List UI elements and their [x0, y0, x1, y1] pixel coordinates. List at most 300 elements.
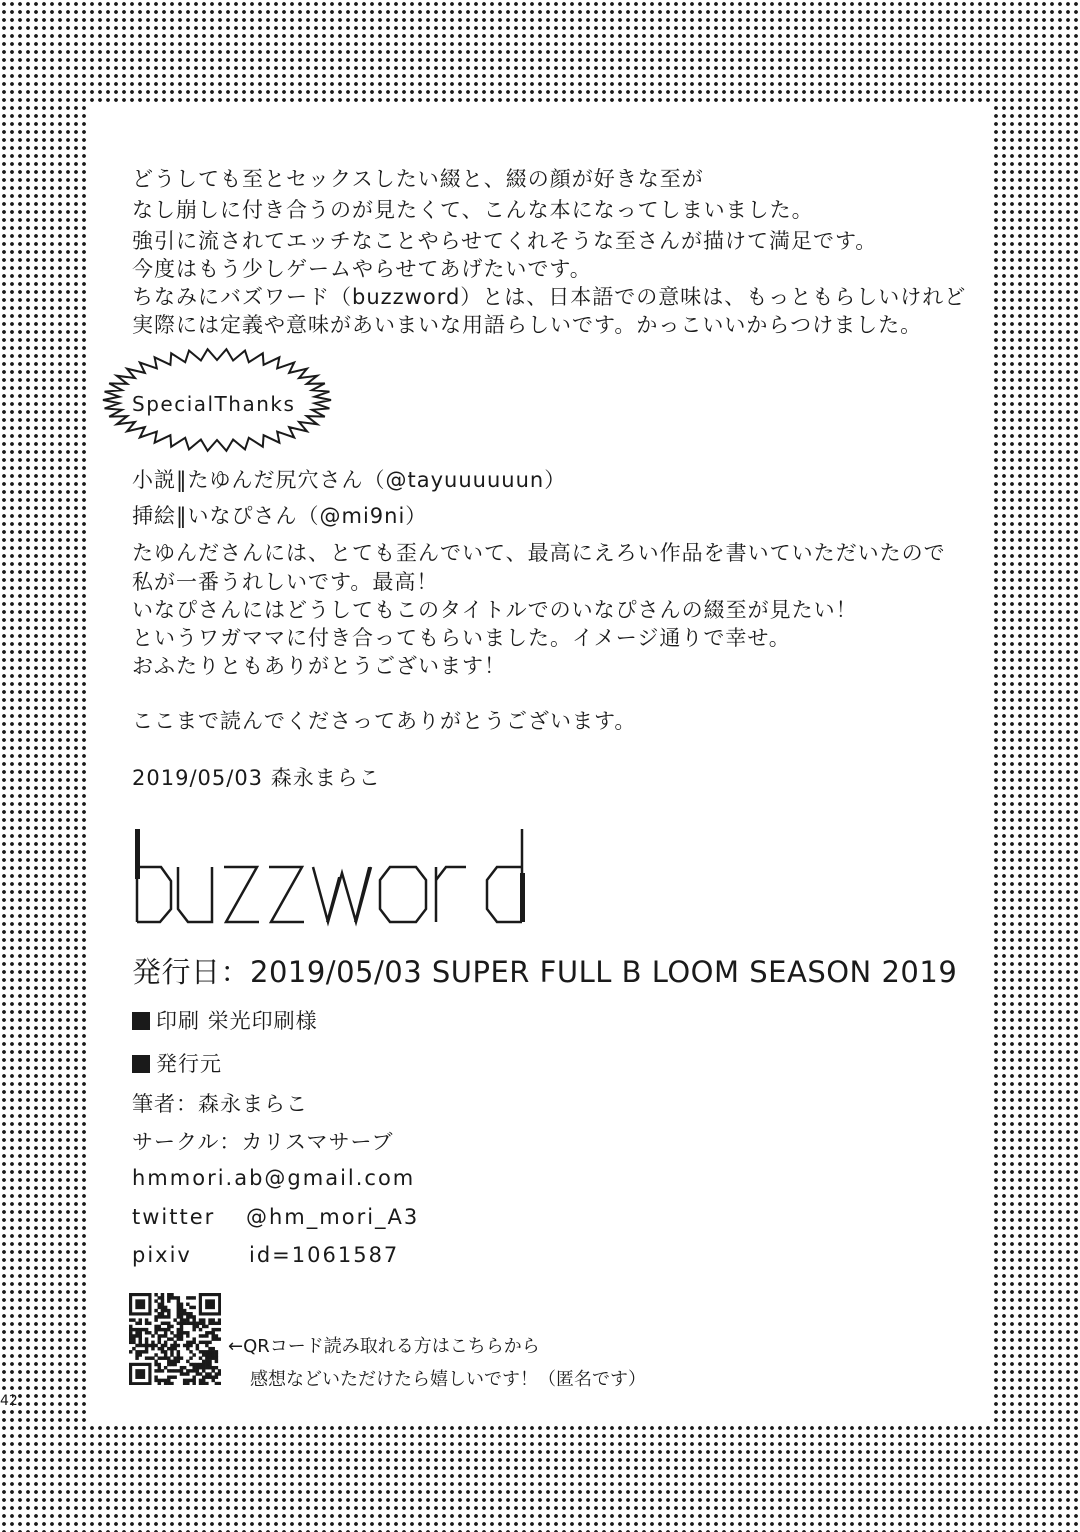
- qr-module: [158, 1382, 161, 1385]
- qr-module: [202, 1360, 205, 1363]
- author-line: 筆者：森永まらこ: [132, 1092, 308, 1116]
- text-line: なし崩しに付き合うのが見たくて、こんな本になってしまいました。: [132, 198, 814, 222]
- qr-module: [170, 1363, 173, 1366]
- qr-module: [192, 1318, 195, 1321]
- qr-module: [170, 1375, 173, 1378]
- qr-module: [173, 1360, 176, 1363]
- qr-module: [211, 1347, 214, 1350]
- qr-module: [186, 1331, 189, 1334]
- qr-module: [129, 1341, 132, 1344]
- qr-module: [164, 1344, 167, 1347]
- qr-module: [154, 1318, 157, 1321]
- qr-module: [183, 1312, 186, 1315]
- qr-module: [202, 1382, 205, 1385]
- qr-module: [192, 1315, 195, 1318]
- qr-module: [177, 1337, 180, 1340]
- qr-module: [161, 1344, 164, 1347]
- qr-module: [192, 1353, 195, 1356]
- qr-module: [145, 1337, 148, 1340]
- qr-module: [218, 1372, 221, 1375]
- qr-module: [135, 1350, 138, 1353]
- qr-module: [192, 1328, 195, 1331]
- qr-module: [161, 1356, 164, 1359]
- qr-module: [205, 1344, 208, 1347]
- qr-module: [180, 1328, 183, 1331]
- qr-module: [129, 1325, 132, 1328]
- qr-module: [177, 1360, 180, 1363]
- qr-module: [215, 1322, 218, 1325]
- qr-module: [186, 1347, 189, 1350]
- qr-module: [202, 1379, 205, 1382]
- qr-module: [145, 1318, 148, 1321]
- qr-module: [208, 1356, 211, 1359]
- qr-module: [129, 1331, 132, 1334]
- qr-module: [211, 1328, 214, 1331]
- qr-code[interactable]: [129, 1293, 221, 1385]
- qr-note-line-1: ←QRコード読み取れる方はこちらから: [228, 1336, 540, 1357]
- qr-module: [186, 1315, 189, 1318]
- qr-module: [192, 1379, 195, 1382]
- special-thanks-label: SpecialThanks: [132, 392, 296, 416]
- qr-module: [158, 1328, 161, 1331]
- qr-module: [202, 1322, 205, 1325]
- qr-module: [218, 1382, 221, 1385]
- text-line: 私が一番うれしいです。最高！: [132, 570, 439, 594]
- signature: 2019/05/03 森永まらこ: [132, 766, 381, 790]
- qr-module: [199, 1363, 202, 1366]
- qr-module: [161, 1312, 164, 1315]
- qr-module: [145, 1328, 148, 1331]
- qr-module: [180, 1372, 183, 1375]
- text-line: どうしても至とセックスしたい綴と、綴の顔が好きな至が: [132, 167, 704, 191]
- qr-module: [158, 1347, 161, 1350]
- qr-module: [189, 1344, 192, 1347]
- qr-module: [151, 1341, 154, 1344]
- qr-module: [189, 1369, 192, 1372]
- credit-novel: 小説‖たゆんだ尻穴さん（@tayuuuuuun）: [132, 468, 567, 492]
- qr-module: [180, 1322, 183, 1325]
- qr-module: [180, 1337, 183, 1340]
- pixiv-label: pixiv: [132, 1243, 192, 1267]
- qr-module: [154, 1331, 157, 1334]
- qr-module: [180, 1303, 183, 1306]
- qr-module: [211, 1350, 214, 1353]
- qr-module: [199, 1334, 202, 1337]
- qr-module: [177, 1344, 180, 1347]
- qr-module: [164, 1382, 167, 1385]
- qr-module: [167, 1296, 170, 1299]
- publisher-heading: [132, 1048, 222, 1078]
- qr-module: [154, 1369, 157, 1372]
- qr-module: [154, 1328, 157, 1331]
- qr-module: [186, 1369, 189, 1372]
- qr-module: [145, 1350, 148, 1353]
- qr-module: [196, 1363, 199, 1366]
- qr-module: [173, 1356, 176, 1359]
- qr-module: [170, 1296, 173, 1299]
- qr-module: [161, 1293, 164, 1296]
- qr-module: [215, 1382, 218, 1385]
- qr-module: [177, 1322, 180, 1325]
- printer-line: [132, 1005, 318, 1035]
- qr-module: [164, 1331, 167, 1334]
- qr-module: [135, 1334, 138, 1337]
- qr-module: [177, 1369, 180, 1372]
- qr-module: [202, 1363, 205, 1366]
- qr-module: [164, 1328, 167, 1331]
- qr-module: [196, 1366, 199, 1369]
- qr-module: [167, 1293, 170, 1296]
- qr-module: [151, 1356, 154, 1359]
- qr-module: [139, 1344, 142, 1347]
- qr-module: [158, 1312, 161, 1315]
- qr-module: [215, 1366, 218, 1369]
- qr-module: [208, 1372, 211, 1375]
- qr-module: [186, 1360, 189, 1363]
- qr-module: [151, 1344, 154, 1347]
- text-line: おふたりともありがとうございます！: [132, 654, 506, 678]
- qr-module: [167, 1337, 170, 1340]
- qr-module: [142, 1350, 145, 1353]
- qr-module: [177, 1331, 180, 1334]
- qr-module: [161, 1322, 164, 1325]
- qr-module: [202, 1366, 205, 1369]
- qr-module: [189, 1306, 192, 1309]
- qr-module: [218, 1369, 221, 1372]
- qr-module: [192, 1322, 195, 1325]
- qr-module: [129, 1350, 132, 1353]
- qr-module: [192, 1366, 195, 1369]
- pixiv-line: [132, 1243, 400, 1267]
- qr-finder-center: [135, 1369, 145, 1379]
- qr-module: [199, 1382, 202, 1385]
- qr-module: [167, 1379, 170, 1382]
- qr-module: [180, 1315, 183, 1318]
- qr-module: [189, 1296, 192, 1299]
- publisher-heading-text: 発行元: [156, 1052, 222, 1076]
- qr-module: [158, 1325, 161, 1328]
- qr-module: [151, 1347, 154, 1350]
- qr-module: [145, 1347, 148, 1350]
- qr-module: [170, 1382, 173, 1385]
- qr-module: [154, 1315, 157, 1318]
- qr-module: [205, 1360, 208, 1363]
- qr-module: [208, 1363, 211, 1366]
- qr-module: [202, 1375, 205, 1378]
- qr-module: [180, 1309, 183, 1312]
- qr-module: [189, 1322, 192, 1325]
- qr-module: [167, 1347, 170, 1350]
- qr-module: [167, 1299, 170, 1302]
- qr-note-line-2: 感想などいただけたら嬉しいです！（匿名です）: [250, 1369, 646, 1390]
- qr-module: [189, 1350, 192, 1353]
- qr-module: [161, 1379, 164, 1382]
- qr-module: [167, 1356, 170, 1359]
- qr-module: [186, 1341, 189, 1344]
- qr-module: [164, 1322, 167, 1325]
- qr-module: [167, 1325, 170, 1328]
- qr-module: [158, 1334, 161, 1337]
- qr-module: [215, 1353, 218, 1356]
- qr-module: [148, 1322, 151, 1325]
- qr-module: [145, 1341, 148, 1344]
- qr-module: [192, 1363, 195, 1366]
- qr-module: [189, 1356, 192, 1359]
- qr-module: [164, 1366, 167, 1369]
- qr-module: [208, 1375, 211, 1378]
- qr-module: [139, 1353, 142, 1356]
- qr-module: [218, 1322, 221, 1325]
- qr-module: [158, 1369, 161, 1372]
- qr-module: [132, 1337, 135, 1340]
- qr-module: [173, 1369, 176, 1372]
- qr-module: [161, 1334, 164, 1337]
- qr-module: [164, 1306, 167, 1309]
- qr-module: [205, 1325, 208, 1328]
- qr-module: [139, 1328, 142, 1331]
- square-bullet-icon: [132, 1012, 150, 1030]
- qr-module: [158, 1366, 161, 1369]
- text-line: たゆんださんには、とても歪んでいて、最高にえろい作品を書いていただいたので: [132, 541, 946, 565]
- qr-module: [205, 1366, 208, 1369]
- qr-module: [173, 1318, 176, 1321]
- qr-module: [158, 1296, 161, 1299]
- qr-module: [199, 1350, 202, 1353]
- qr-module: [167, 1328, 170, 1331]
- qr-module: [208, 1366, 211, 1369]
- qr-module: [215, 1328, 218, 1331]
- qr-module: [180, 1331, 183, 1334]
- qr-module: [180, 1369, 183, 1372]
- qr-module: [158, 1379, 161, 1382]
- qr-module: [205, 1382, 208, 1385]
- qr-module: [177, 1350, 180, 1353]
- qr-module: [183, 1309, 186, 1312]
- qr-module: [167, 1322, 170, 1325]
- qr-module: [192, 1369, 195, 1372]
- qr-module: [154, 1353, 157, 1356]
- qr-module: [186, 1379, 189, 1382]
- qr-module: [177, 1328, 180, 1331]
- qr-module: [139, 1318, 142, 1321]
- qr-module: [218, 1318, 221, 1321]
- qr-module: [158, 1303, 161, 1306]
- closing-line: ここまで読んでくださってありがとうございます。: [132, 709, 637, 733]
- qr-module: [186, 1296, 189, 1299]
- qr-module: [199, 1356, 202, 1359]
- qr-module: [154, 1375, 157, 1378]
- qr-module: [196, 1344, 199, 1347]
- qr-module: [170, 1325, 173, 1328]
- qr-module: [158, 1356, 161, 1359]
- email-line: hmmori.ab@gmail.com: [132, 1166, 416, 1190]
- qr-module: [164, 1315, 167, 1318]
- qr-module: [192, 1306, 195, 1309]
- qr-module: [132, 1328, 135, 1331]
- qr-module: [170, 1337, 173, 1340]
- pixiv-id: id=1061587: [249, 1243, 400, 1267]
- qr-module: [129, 1334, 132, 1337]
- qr-module: [142, 1328, 145, 1331]
- qr-module: [208, 1322, 211, 1325]
- qr-module: [186, 1382, 189, 1385]
- qr-module: [139, 1337, 142, 1340]
- qr-module: [142, 1344, 145, 1347]
- qr-module: [186, 1344, 189, 1347]
- qr-module: [170, 1360, 173, 1363]
- qr-module: [196, 1322, 199, 1325]
- qr-module: [192, 1341, 195, 1344]
- qr-module: [186, 1318, 189, 1321]
- qr-module: [186, 1312, 189, 1315]
- qr-module: [199, 1372, 202, 1375]
- qr-module: [173, 1341, 176, 1344]
- qr-module: [170, 1344, 173, 1347]
- qr-module: [170, 1369, 173, 1372]
- qr-module: [173, 1334, 176, 1337]
- publication-date-line: 発行日：2019/05/03 SUPER FULL B LOOM SEASON 2019: [132, 955, 958, 989]
- twitter-handle: @hm_mori_A3: [246, 1205, 420, 1229]
- qr-module: [167, 1363, 170, 1366]
- qr-module: [135, 1356, 138, 1359]
- qr-module: [161, 1299, 164, 1302]
- qr-module: [177, 1312, 180, 1315]
- qr-module: [208, 1350, 211, 1353]
- qr-module: [208, 1331, 211, 1334]
- qr-module: [211, 1366, 214, 1369]
- qr-module: [215, 1356, 218, 1359]
- qr-module: [154, 1325, 157, 1328]
- qr-module: [135, 1322, 138, 1325]
- qr-module: [145, 1331, 148, 1334]
- qr-module: [154, 1309, 157, 1312]
- qr-module: [192, 1375, 195, 1378]
- qr-module: [180, 1306, 183, 1309]
- qr-module: [192, 1337, 195, 1340]
- qr-module: [132, 1347, 135, 1350]
- qr-module: [183, 1382, 186, 1385]
- qr-module: [215, 1372, 218, 1375]
- qr-module: [177, 1334, 180, 1337]
- qr-module: [139, 1331, 142, 1334]
- qr-module: [173, 1347, 176, 1350]
- text-line: というワガママに付き合ってもらいました。イメージ通りで幸せ。: [132, 626, 791, 650]
- qr-module: [154, 1344, 157, 1347]
- qr-module: [158, 1341, 161, 1344]
- qr-module: [189, 1363, 192, 1366]
- qr-module: [205, 1353, 208, 1356]
- qr-module: [211, 1331, 214, 1334]
- qr-module: [139, 1350, 142, 1353]
- qr-module: [177, 1356, 180, 1359]
- qr-module: [164, 1309, 167, 1312]
- qr-module: [167, 1369, 170, 1372]
- qr-module: [202, 1318, 205, 1321]
- qr-module: [129, 1318, 132, 1321]
- qr-module: [189, 1312, 192, 1315]
- qr-module: [180, 1334, 183, 1337]
- qr-module: [208, 1353, 211, 1356]
- qr-module: [202, 1334, 205, 1337]
- qr-module: [192, 1296, 195, 1299]
- qr-module: [202, 1369, 205, 1372]
- qr-module: [148, 1331, 151, 1334]
- qr-module: [199, 1328, 202, 1331]
- qr-module: [211, 1318, 214, 1321]
- buzzword-logo: [130, 825, 530, 927]
- qr-module: [177, 1299, 180, 1302]
- qr-module: [167, 1309, 170, 1312]
- qr-module: [177, 1315, 180, 1318]
- qr-module: [161, 1309, 164, 1312]
- qr-module: [177, 1353, 180, 1356]
- qr-module: [148, 1344, 151, 1347]
- qr-module: [211, 1356, 214, 1359]
- qr-module: [199, 1322, 202, 1325]
- qr-module: [211, 1334, 214, 1337]
- qr-module: [173, 1296, 176, 1299]
- page-number: 42: [0, 1393, 18, 1409]
- text-line: 強引に流されてエッチなことやらせてくれそうな至さんが描けて満足です。: [132, 229, 878, 253]
- qr-module: [129, 1328, 132, 1331]
- qr-module: [215, 1337, 218, 1340]
- qr-module: [154, 1293, 157, 1296]
- twitter-label: twitter: [132, 1205, 216, 1229]
- text-line: ちなみにバズワード（buzzword）とは、日本語での意味は、もっともらしいけれど: [132, 285, 967, 309]
- qr-module: [164, 1350, 167, 1353]
- qr-module: [202, 1350, 205, 1353]
- qr-module: [170, 1347, 173, 1350]
- qr-module: [192, 1382, 195, 1385]
- qr-module: [180, 1318, 183, 1321]
- qr-module: [196, 1347, 199, 1350]
- qr-module: [167, 1382, 170, 1385]
- square-bullet-icon: [132, 1055, 150, 1073]
- qr-module: [211, 1353, 214, 1356]
- qr-module: [183, 1318, 186, 1321]
- qr-module: [145, 1322, 148, 1325]
- qr-module: [173, 1344, 176, 1347]
- text-line: 実際には定義や意味があいまいな用語らしいです。かっこいいからつけました。: [132, 313, 923, 337]
- qr-module: [158, 1306, 161, 1309]
- qr-module: [135, 1344, 138, 1347]
- qr-module: [208, 1318, 211, 1321]
- qr-module: [170, 1293, 173, 1296]
- qr-finder-center: [205, 1299, 215, 1309]
- qr-module: [211, 1369, 214, 1372]
- qr-module: [199, 1366, 202, 1369]
- qr-module: [158, 1363, 161, 1366]
- qr-module: [170, 1353, 173, 1356]
- qr-module: [199, 1379, 202, 1382]
- qr-module: [154, 1379, 157, 1382]
- qr-module: [199, 1318, 202, 1321]
- qr-module: [139, 1334, 142, 1337]
- qr-module: [189, 1379, 192, 1382]
- qr-module: [183, 1366, 186, 1369]
- qr-module: [158, 1337, 161, 1340]
- qr-module: [183, 1344, 186, 1347]
- qr-module: [161, 1296, 164, 1299]
- qr-module: [139, 1341, 142, 1344]
- qr-module: [183, 1379, 186, 1382]
- qr-module: [135, 1331, 138, 1334]
- qr-module: [196, 1325, 199, 1328]
- qr-module: [170, 1350, 173, 1353]
- qr-module: [145, 1356, 148, 1359]
- qr-module: [205, 1356, 208, 1359]
- qr-module: [158, 1315, 161, 1318]
